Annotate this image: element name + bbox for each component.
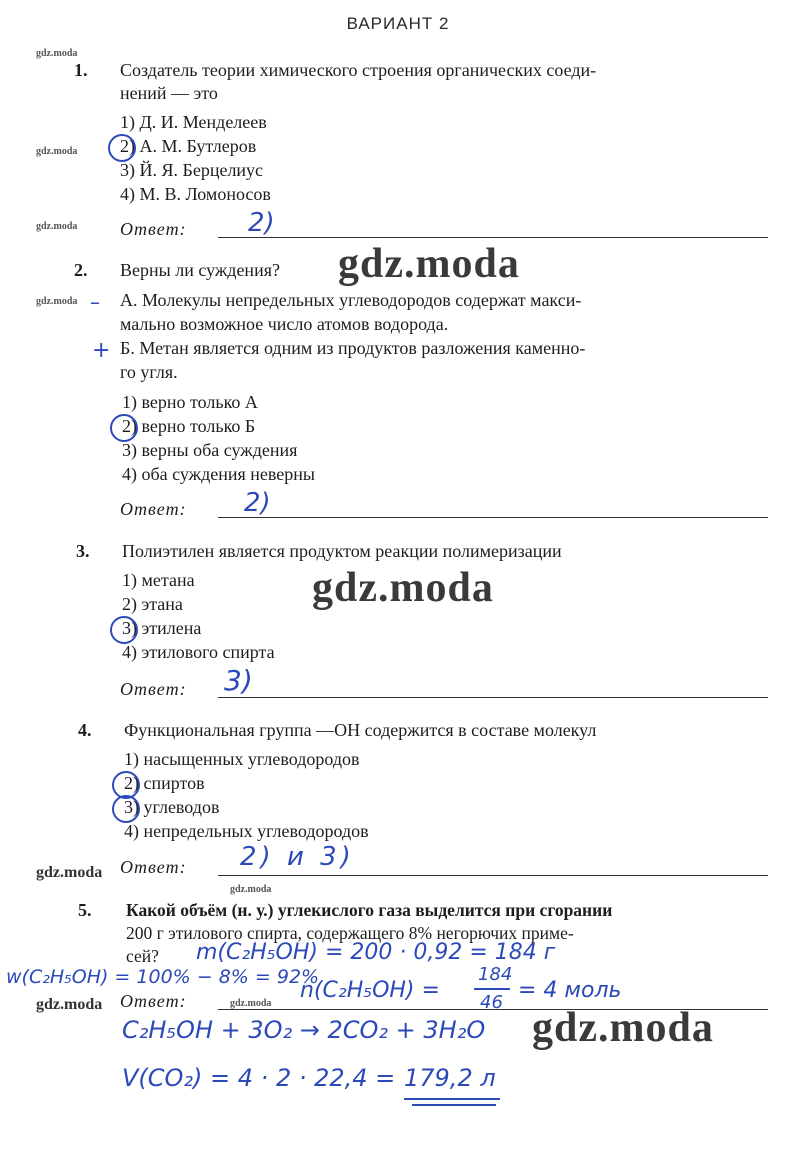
question-text-line: 200 г этилового спирта, содержащего 8% негорючих приме-: [126, 923, 574, 943]
handwritten-mark-plus: +: [92, 338, 111, 363]
answer-row: [120, 208, 768, 242]
answer-label: Ответ:: [120, 857, 187, 877]
answer-circle-mark: [108, 134, 136, 162]
option-1: 1) насыщенных углеводородов: [124, 749, 360, 769]
option-1: 1) верно только А: [122, 392, 258, 412]
option-2: 2) спиртов: [124, 773, 205, 793]
answer-label: Ответ:: [120, 679, 187, 699]
answer-row: [120, 842, 768, 880]
fraction-bar: [474, 988, 510, 990]
handwritten-volume-result: 179,2 л: [404, 1064, 496, 1092]
result-underline: [412, 1104, 496, 1106]
question-text-line: Какой объём (н. у.) углекислого газа выделится при сгорании: [126, 900, 613, 920]
answer-label: Ответ:: [120, 991, 187, 1011]
question-text-line: Функциональная группа —ОН содержится в составе молекул: [124, 720, 597, 740]
watermark-small: gdz.moda: [36, 48, 78, 59]
question-text-line: нений — это: [120, 83, 218, 103]
question-number: 3.: [76, 541, 90, 561]
handwritten-moles-numerator: 184: [478, 964, 513, 985]
question-number: 4.: [78, 720, 92, 740]
handwritten-moles-denominator: 46: [480, 992, 503, 1013]
watermark-small: gdz.moda: [36, 146, 78, 157]
answer-row: [120, 488, 768, 522]
option-2: 2) этана: [122, 594, 183, 614]
answer-circle-mark: [112, 795, 140, 823]
statement-line: го угля.: [120, 362, 178, 382]
statement-line: А. Молекулы непредельных углеводородов содержат макси-: [120, 290, 582, 310]
answer-label: Ответ:: [120, 499, 187, 519]
question-text-line: сей?: [126, 946, 159, 966]
question-number: 5.: [78, 900, 92, 920]
option-4: 4) М. В. Ломоносов: [120, 184, 271, 204]
handwritten-mark-minus: –: [90, 290, 100, 314]
handwritten-answer: 3): [224, 664, 253, 697]
watermark-small: gdz.moda: [230, 998, 272, 1009]
watermark-big: gdz.moda: [532, 1005, 714, 1051]
handwritten-reaction-equation: C₂H₅OH + 3O₂ → 2CO₂ + 3H₂O: [122, 1016, 486, 1044]
watermark-big: gdz.moda: [338, 241, 520, 287]
handwritten-answer: 2): [248, 208, 275, 238]
handwritten-fraction-calc: w(C₂H₅OH) = 100% − 8% = 92%: [6, 966, 320, 988]
page-title: ВАРИАНТ 2: [346, 14, 450, 33]
answer-label: Ответ:: [120, 219, 187, 239]
answer-circle-mark: [110, 414, 138, 442]
handwritten-moles-calc: n(C₂H₅OH) =: [300, 978, 440, 1003]
question-number: 2.: [74, 260, 88, 280]
watermark-small: gdz.moda: [230, 884, 272, 895]
option-3: 3) углеводов: [124, 797, 220, 817]
statement-line: Б. Метан является одним из продуктов разложения каменно-: [120, 338, 586, 358]
option-4: 4) непредельных углеводородов: [124, 821, 369, 841]
question-number: 1.: [74, 60, 88, 80]
answer-row: [120, 664, 768, 702]
watermark-big: gdz.moda: [312, 565, 494, 611]
handwritten-mass-calc: m(C₂H₅OH) = 200 · 0,92 = 184 г: [196, 940, 556, 965]
watermark-small: gdz.moda: [36, 296, 78, 307]
option-4: 4) этилового спирта: [122, 642, 275, 662]
watermark-small: gdz.moda: [36, 221, 78, 232]
watermark-medium: gdz.moda: [36, 996, 103, 1013]
option-3: 3) этилена: [122, 618, 202, 638]
handwritten-moles-result: = 4 моль: [518, 978, 622, 1003]
statement-line: мально возможное число атомов водорода.: [120, 314, 449, 334]
answer-circle-mark: [110, 616, 138, 644]
option-4: 4) оба суждения неверны: [122, 464, 316, 484]
result-underline: [404, 1098, 500, 1100]
handwritten-volume-calc: V(CO₂) = 4 · 2 · 22,4 =: [122, 1064, 396, 1092]
option-2: 2) верно только Б: [122, 416, 256, 436]
handwritten-answer: 2): [244, 488, 271, 518]
option-3: 3) Й. Я. Берцелиус: [120, 160, 264, 180]
question-text-line: Полиэтилен является продуктом реакции полимеризации: [122, 541, 562, 561]
watermark-medium: gdz.moda: [36, 864, 103, 881]
option-3: 3) верны оба суждения: [122, 440, 298, 460]
option-1: 1) метана: [122, 570, 195, 590]
question-text-line: Верны ли суждения?: [120, 260, 280, 280]
question-text-line: Создатель теории химического строения органических соеди-: [120, 60, 597, 80]
handwritten-answer: 2) и 3): [240, 842, 355, 872]
option-2: 2) А. М. Бутлеров: [120, 136, 257, 156]
option-1: 1) Д. И. Менделеев: [120, 112, 267, 132]
